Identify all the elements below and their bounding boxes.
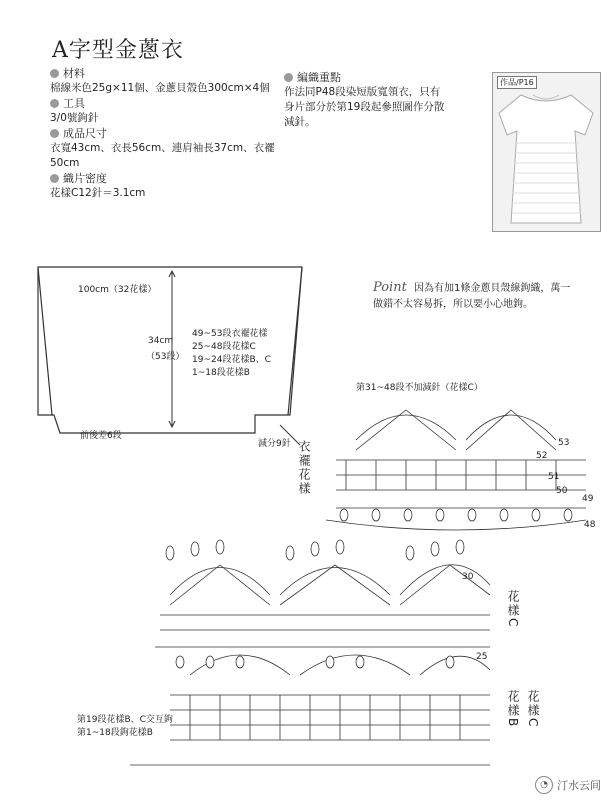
chart-note-1: 第19段花樣B、C交互鉤 bbox=[77, 715, 173, 725]
chart-top-side-label: 衣襬花樣 bbox=[297, 440, 311, 496]
size-line1: 衣寬43cm、衣長56cm、連肩袖長37cm、衣襬 bbox=[50, 142, 275, 154]
bullet-icon bbox=[50, 174, 59, 183]
materials-heading: 材料 bbox=[63, 67, 85, 80]
row-number-25: 25 bbox=[476, 652, 488, 662]
point-label: Point bbox=[373, 280, 407, 295]
label-pattern-b: 花樣B bbox=[506, 690, 520, 729]
watermark-text: 汀水云间 bbox=[557, 779, 601, 792]
watermark bbox=[535, 776, 601, 794]
bullet-icon bbox=[50, 129, 59, 138]
photo-tag: 作品/P16 bbox=[497, 76, 537, 89]
row-number: 52 bbox=[536, 451, 548, 461]
tools-text: 3/0號鉤針 bbox=[50, 112, 99, 124]
row-note: 49~53段衣襬花樣 bbox=[192, 329, 268, 339]
row-number-30: 30 bbox=[462, 572, 474, 582]
gauge-heading: 織片密度 bbox=[63, 172, 107, 185]
tools-heading: 工具 bbox=[63, 97, 85, 110]
garment-illustration bbox=[493, 73, 600, 231]
garment-photo bbox=[492, 72, 601, 232]
row-note: 1~18段花樣B bbox=[192, 368, 250, 378]
chart-top-diagram bbox=[316, 390, 606, 540]
chart-note-2: 第1~18段鉤花樣B bbox=[77, 728, 153, 738]
knit-points-line1: 作法同P48段染短版寬領衣，只有 bbox=[284, 86, 441, 98]
materials-section bbox=[50, 66, 290, 201]
schematic-rows-label: （53段） bbox=[146, 352, 185, 362]
row-number: 49 bbox=[582, 494, 594, 504]
schematic-width-label: 100cm（32花樣） bbox=[78, 285, 157, 295]
bullet-icon bbox=[284, 73, 293, 82]
materials-text: 棉線米色25g×11個、金蔥貝殼色300cm×4個 bbox=[50, 82, 270, 94]
row-number: 50 bbox=[556, 486, 568, 496]
label-pattern-c: 花樣C bbox=[506, 590, 520, 629]
row-number: 51 bbox=[548, 472, 560, 482]
size-line2: 50cm bbox=[50, 157, 80, 169]
wechat-icon: ◔ bbox=[535, 776, 553, 794]
schematic-row-notes bbox=[192, 328, 271, 380]
label-pattern-c-2: 花樣C bbox=[526, 690, 540, 729]
row-note: 19~24段花樣B、C bbox=[192, 355, 271, 365]
size-heading: 成品尺寸 bbox=[63, 127, 107, 140]
point-line1: 因為有加1條金蔥貝殼線鉤織，萬一 bbox=[414, 283, 571, 294]
row-number: 53 bbox=[558, 438, 570, 448]
knit-points-line2: 身片部分於第19段起參照圖作分散 bbox=[284, 101, 445, 113]
row-note: 25~48段花樣C bbox=[192, 342, 256, 352]
bullet-icon bbox=[50, 69, 59, 78]
knit-points-heading: 編織重點 bbox=[297, 71, 341, 84]
schematic-height-label: 34cm bbox=[148, 336, 174, 346]
point-note bbox=[373, 280, 593, 313]
row-number: 48 bbox=[584, 520, 596, 530]
chart-bottom-diagram bbox=[130, 535, 500, 780]
chart-top-caption: 第31~48段不加減針（花樣C） bbox=[356, 383, 483, 393]
bullet-icon bbox=[50, 99, 59, 108]
schematic-bottom-label: 前後差6段 bbox=[80, 431, 122, 441]
gauge-text: 花樣C12針＝3.1cm bbox=[50, 187, 146, 199]
knit-points-section bbox=[284, 70, 484, 130]
knit-points-line3: 減針。 bbox=[284, 116, 316, 128]
page-title: A字型金蔥衣 bbox=[52, 38, 184, 63]
point-line2: 做錯不太容易拆，所以要小心地鉤。 bbox=[373, 299, 533, 310]
schematic-decrease-label: 減分9針 bbox=[258, 439, 291, 449]
